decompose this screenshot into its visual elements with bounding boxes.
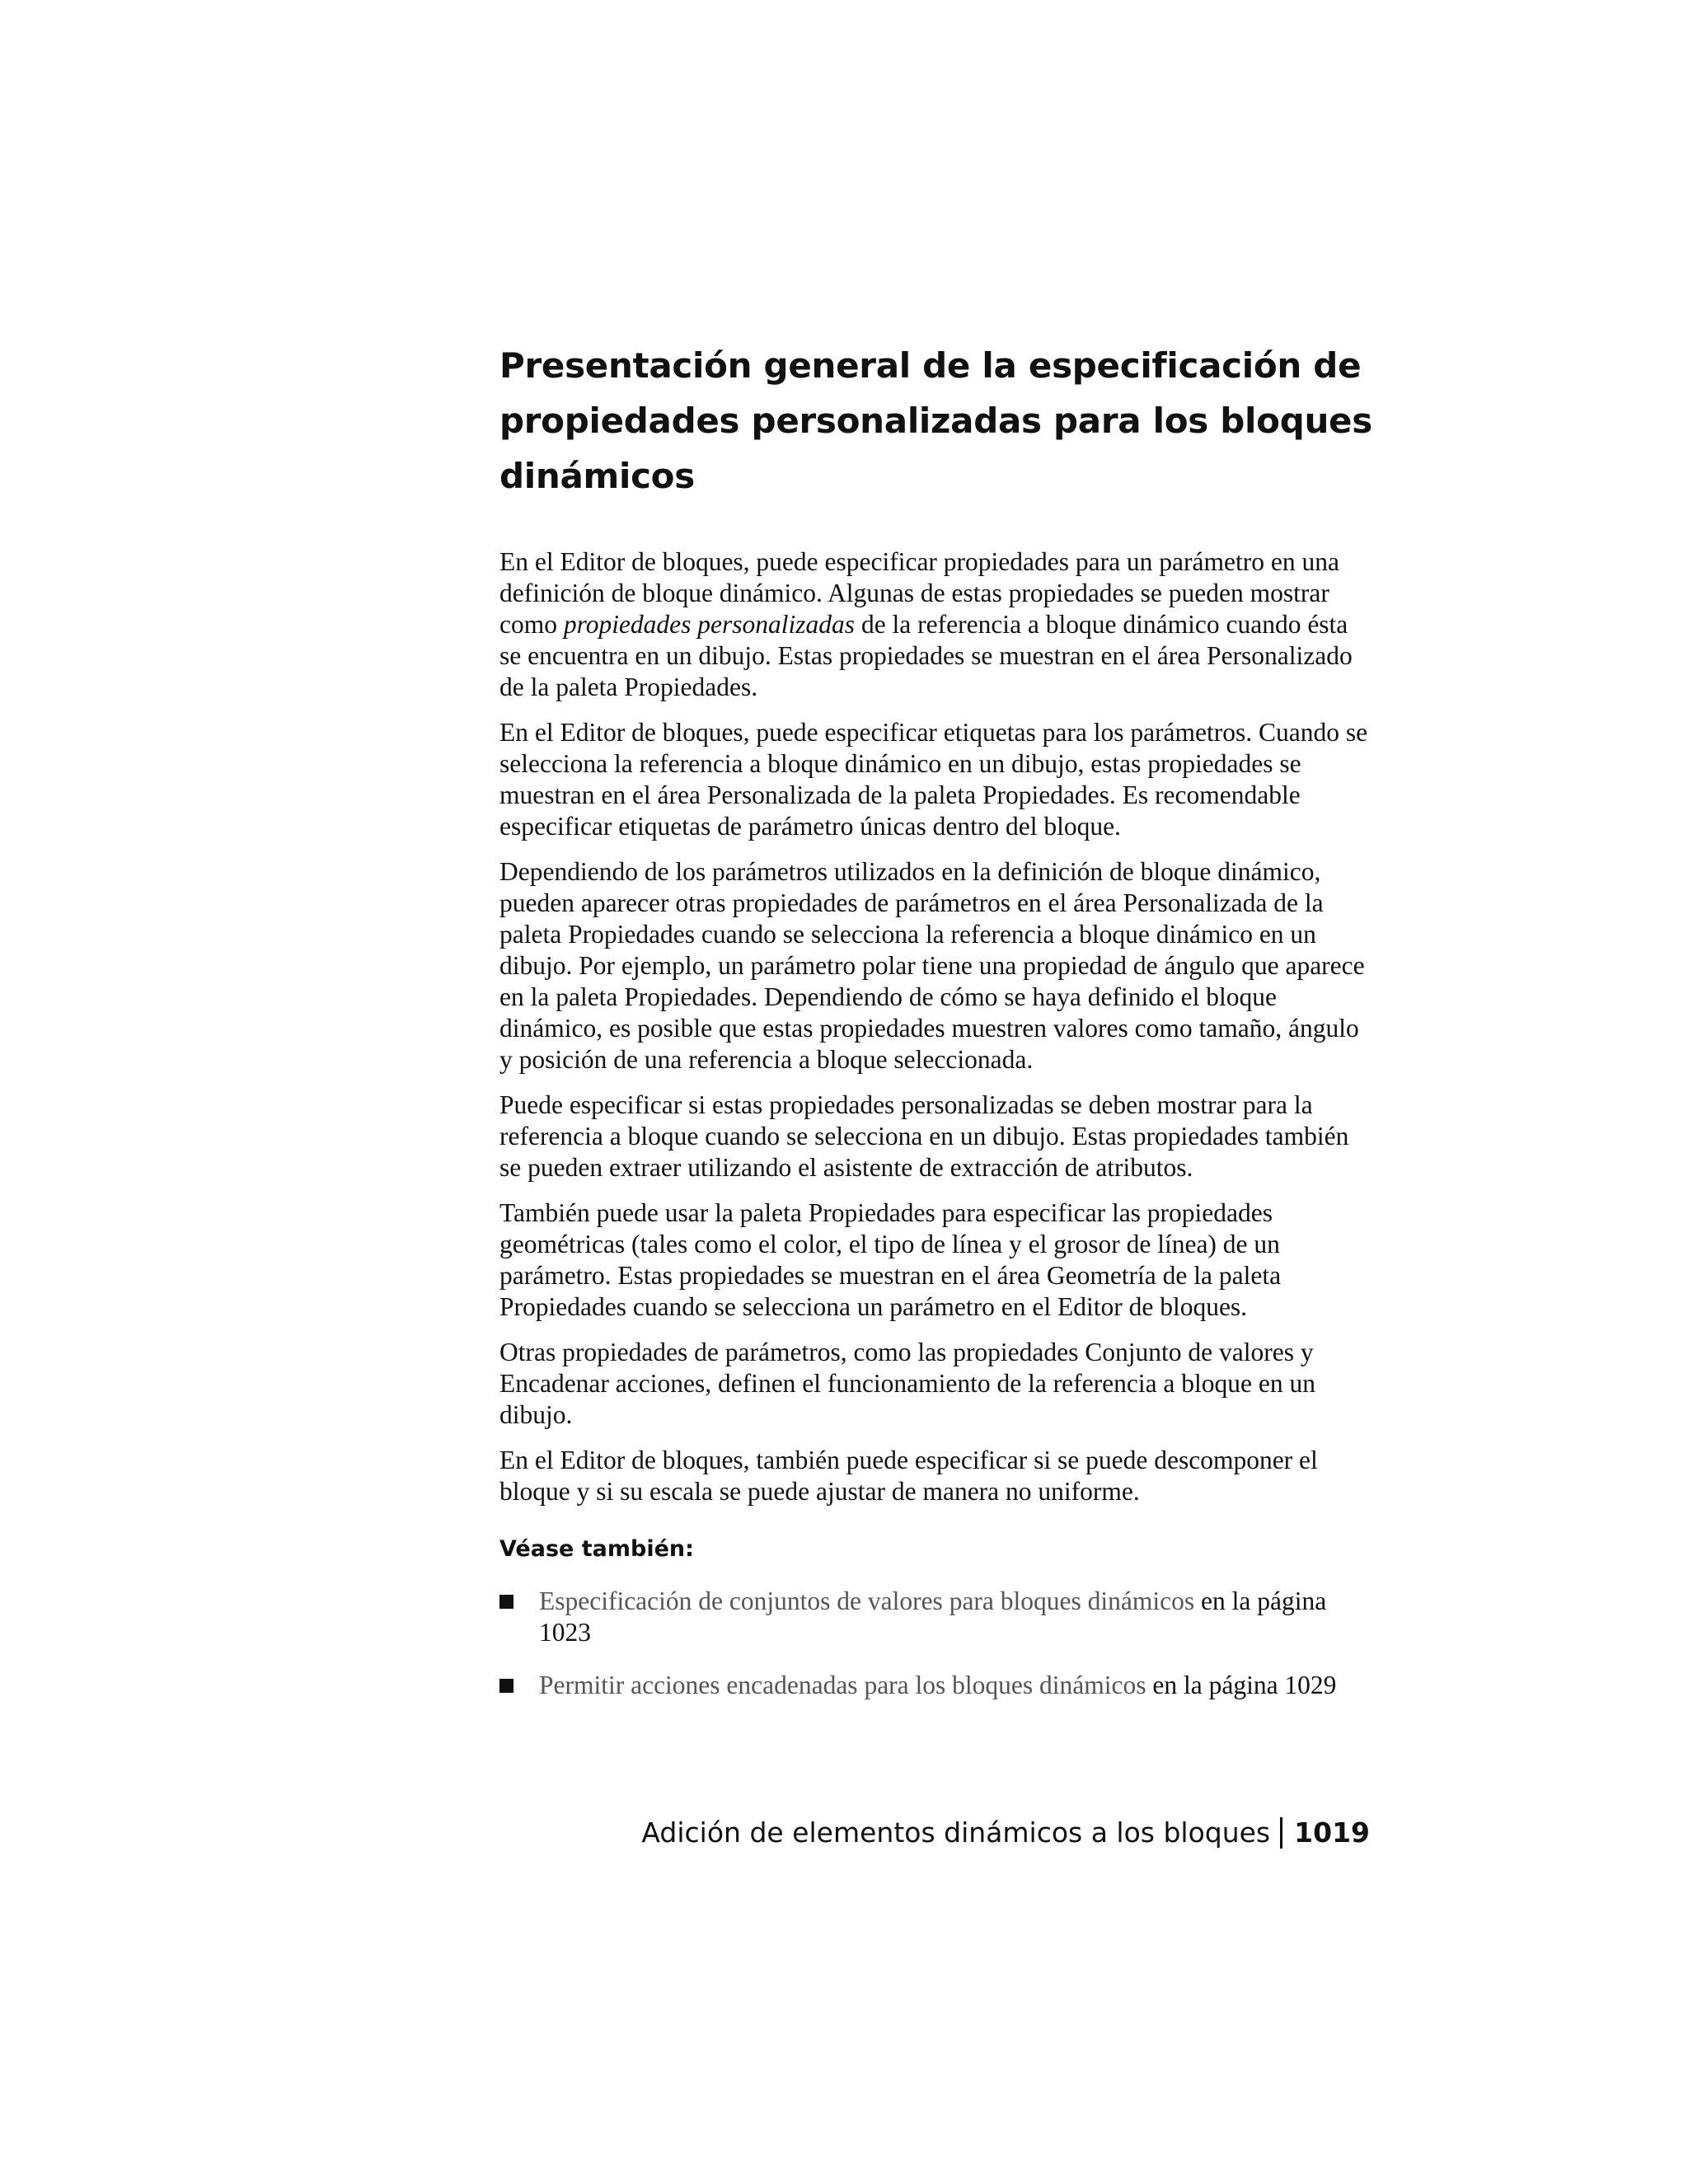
square-bullet-icon	[499, 1595, 513, 1609]
paragraph-1-text-end: de la referencia a bloque dinámico cuando ésta se encuentra en un dibujo. Estas propiedades se muestran en el área Personalizado de la paleta Propiedades.	[499, 610, 1353, 701]
square-bullet-icon	[499, 1679, 513, 1693]
see-also-link-chained-actions[interactable]: Permitir acciones encadenadas para los bloques dinámicos	[539, 1671, 1146, 1699]
paragraph-1-text-start: En el Editor de bloques, puede especificar propiedades para un parámetro en una definición de bloque dinámico. Algunas de estas propiedades se pueden mostrar como	[499, 547, 1339, 639]
paragraph-7: En el Editor de bloques, también puede especificar si se puede descomponer el bloque y si su escala se puede ajustar de manera no uniforme.	[499, 1446, 1318, 1506]
list-item	[499, 1586, 1373, 1648]
list-item	[499, 1670, 1373, 1701]
paragraph-5: También puede usar la paleta Propiedades para especificar las propiedades geométricas (tales como el color, el tipo de línea y el grosor de línea) de un parámetro. Estas propiedades se muestran en el área Geometría de la paleta Propiedades cuando se selecciona un parámetro en el Editor de bloques.	[499, 1198, 1282, 1321]
see-also-page-ref: en la página 1029	[1146, 1671, 1337, 1699]
paragraph-6: Otras propiedades de parámetros, como las propiedades Conjunto de valores y Encadenar acciones, definen el funcionamiento de la referencia a bloque en un dibujo.	[499, 1338, 1316, 1429]
paragraph-1-emphasis: propiedades personalizadas	[563, 610, 856, 639]
paragraph-4: Puede especificar si estas propiedades personalizadas se deben mostrar para la referencia a bloque cuando se selecciona en un dibujo. Estas propiedades también se pueden extraer utilizando el asistente de extracción de atributos.	[499, 1090, 1349, 1182]
see-also-list	[499, 1586, 1373, 1701]
footer-divider	[1280, 1817, 1282, 1849]
page-content	[499, 338, 1373, 1722]
see-also-heading: Véase también:	[499, 1536, 694, 1562]
page-footer	[641, 1816, 1370, 1849]
footer-chapter-title: Adición de elementos dinámicos a los bloques	[641, 1816, 1271, 1849]
paragraph-2: En el Editor de bloques, puede especificar etiquetas para los parámetros. Cuando se selecciona la referencia a bloque dinámico en un dibujo, estas propiedades se muestran en el área Personalizada de la paleta Propiedades. Es recomendable especificar etiquetas de parámetro únicas dentro del bloque.	[499, 718, 1368, 841]
see-also-link-value-sets[interactable]: Especificación de conjuntos de valores para bloques dinámicos	[539, 1586, 1195, 1615]
page-title: Presentación general de la especificación de propiedades personalizadas para los bloques dinámicos	[499, 345, 1372, 496]
page-number: 1019	[1294, 1816, 1370, 1849]
paragraph-3: Dependiendo de los parámetros utilizados en la definición de bloque dinámico, pueden aparecer otras propiedades de parámetros en el área Personalizada de la paleta Propiedades cuando se selecciona la referencia a bloque dinámico en un dibujo. Por ejemplo, un parámetro polar tiene una propiedad de ángulo que aparece en la paleta Propiedades. Dependiendo de cómo se haya definido el bloque dinámico, es posible que estas propiedades muestren valores como tamaño, ángulo y posición de una referencia a bloque seleccionada.	[499, 857, 1365, 1074]
paragraph-1	[499, 546, 1373, 703]
see-also-page-ref: en la página 1023	[539, 1586, 1327, 1647]
